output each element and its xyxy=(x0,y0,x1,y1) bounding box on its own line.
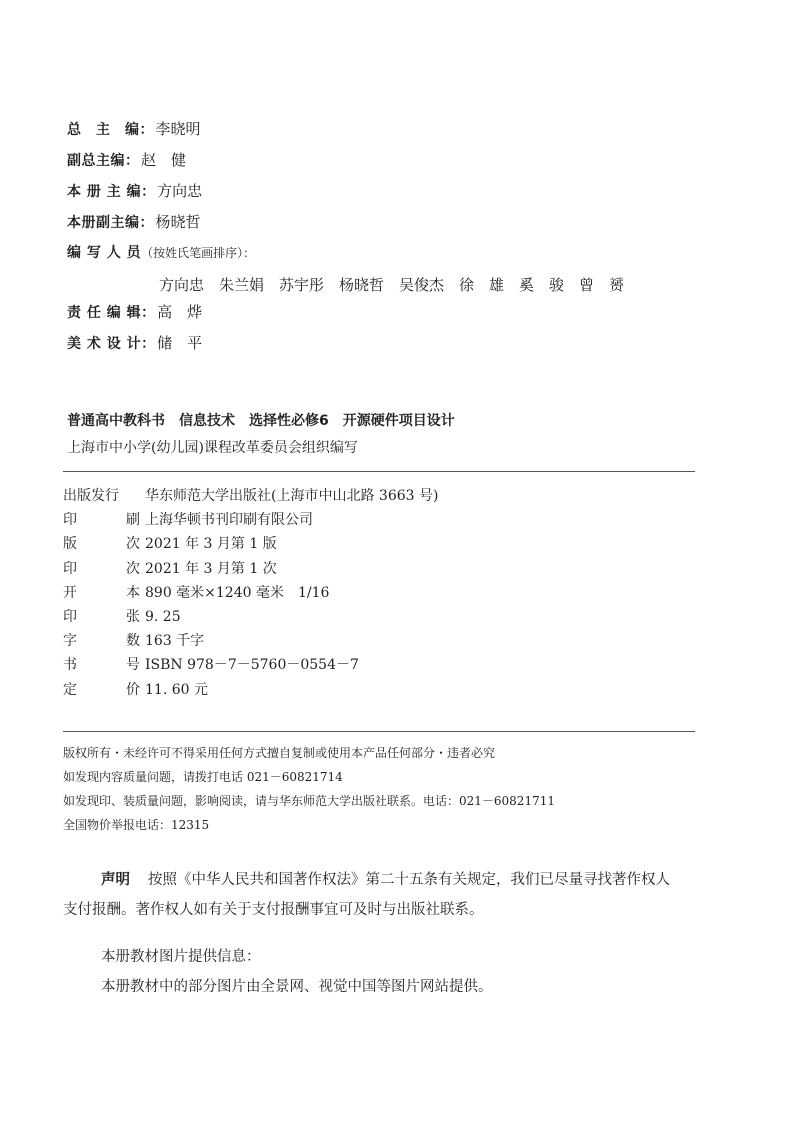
pub-row-sheets xyxy=(63,605,695,629)
credit-volume-editor xyxy=(67,180,747,211)
pub-key-text: 号 xyxy=(126,657,140,674)
divider xyxy=(63,731,695,732)
statement-label: 声明 xyxy=(101,872,130,888)
book-title: 普通高中教科书 信息技术 选择性必修6 开源硬件项目设计 xyxy=(67,413,455,429)
credit-separator: ： xyxy=(139,215,154,231)
statement-line xyxy=(63,865,723,895)
pub-value: 890 毫米×1240 毫米 1/16 xyxy=(145,584,330,601)
credit-value: 高 烨 xyxy=(157,303,203,321)
credit-value: 储 平 xyxy=(157,334,203,352)
pub-value: 11. 60 元 xyxy=(145,681,208,698)
credit-label: 编 写 人 员 xyxy=(67,245,142,261)
credit-separator: ： xyxy=(141,184,156,200)
credit-label: 责 任 编 辑 xyxy=(67,305,142,321)
pub-value: 2021 年 3 月第 1 版 xyxy=(145,536,277,553)
credit-separator: ： xyxy=(139,122,154,138)
print-issue-line: 如发现印、装质量问题，影响阅读，请与华东师范大学出版社联系。电话：021－60821711 xyxy=(63,794,555,808)
content-issue-line: 如发现内容质量问题，请拨打电话 021－60821714 xyxy=(63,770,343,784)
pub-key-text: 印 xyxy=(63,512,77,529)
pub-value: 华东师范大学出版社(上海市中山北路 3663 号) xyxy=(145,488,439,504)
credit-value: 方向忠 xyxy=(157,182,203,200)
pub-key-text: 印 xyxy=(63,608,77,625)
copyright-notes xyxy=(63,741,703,837)
pub-key-text: 定 xyxy=(63,681,77,698)
credit-value: 李晓明 xyxy=(155,120,201,138)
pub-key-text: 书 xyxy=(63,657,77,674)
copyright-line: 版权所有・未经许可不得采用任何方式擅自复制或使用本产品任何部分・违者必究 xyxy=(63,746,496,760)
credit-value: 赵 健 xyxy=(141,151,187,169)
pub-row-format xyxy=(63,581,695,605)
credit-value: 杨晓哲 xyxy=(155,213,201,231)
credit-label: 总 主 编 xyxy=(67,122,140,138)
image-credit-heading: 本册教材图片提供信息： xyxy=(101,949,261,965)
pub-key xyxy=(63,605,143,629)
credit-deputy-chief-editor xyxy=(67,149,747,180)
pub-key-text: 印 xyxy=(63,560,77,577)
pub-key xyxy=(63,678,143,702)
publication-table xyxy=(63,484,695,702)
pub-key-text: 次 xyxy=(126,536,140,553)
credit-label: 本册副主编 xyxy=(67,215,140,231)
pub-row-isbn xyxy=(63,653,695,677)
credit-separator: ： xyxy=(125,153,139,169)
credit-responsible-editor xyxy=(67,301,747,332)
pub-key-text: 刷 xyxy=(126,512,140,529)
credit-chief-editor xyxy=(67,118,747,149)
pub-value: 163 千字 xyxy=(145,633,205,650)
image-credit-text: 本册教材中的部分图片由全景网、视觉中国等图片网站提供。 xyxy=(101,979,493,995)
pub-key-text: 张 xyxy=(126,608,140,625)
pub-key-text: 开 xyxy=(63,584,77,601)
pub-value: 上海华顿书刊印刷有限公司 xyxy=(145,512,313,529)
credit-note: （按姓氏笔画排序）： xyxy=(141,246,256,260)
pub-key xyxy=(63,653,143,677)
pub-key xyxy=(63,508,143,532)
pub-key-text: 价 xyxy=(126,681,140,698)
pub-key-text: 出版发行 xyxy=(63,488,119,504)
book-info xyxy=(67,408,707,462)
credit-art-design xyxy=(67,332,747,363)
pub-key xyxy=(63,581,143,605)
pub-key xyxy=(63,532,143,556)
pub-key-text: 数 xyxy=(126,633,140,650)
statement xyxy=(63,865,723,925)
credit-label: 本 册 主 编 xyxy=(67,184,142,200)
pub-row-printing xyxy=(63,557,695,581)
price-report-line: 全国物价举报电话：12315 xyxy=(63,818,210,832)
pub-key-text: 版 xyxy=(63,536,77,553)
pub-row-publisher xyxy=(63,484,695,508)
pub-key-text: 次 xyxy=(126,560,140,577)
credit-label: 副总主编 xyxy=(67,153,125,169)
statement-line: 支付报酬。著作权人如有关于支付报酬事宜可及时与出版社联系。 xyxy=(63,902,484,918)
credit-volume-deputy-editor xyxy=(67,211,747,242)
divider xyxy=(63,471,695,472)
pub-value: ISBN 978－7－5760－0554－7 xyxy=(145,657,359,674)
pub-value: 9. 25 xyxy=(145,608,181,625)
pub-row-edition xyxy=(63,532,695,556)
credit-separator: ： xyxy=(141,336,156,352)
writer-names: 方向忠 朱兰娟 苏宇彤 杨晓哲 吴俊杰 徐 雄 奚 骏 曾 赟 xyxy=(159,276,625,294)
credit-separator: ： xyxy=(141,305,156,321)
pub-row-words xyxy=(63,629,695,653)
pub-key-text: 本 xyxy=(126,584,140,601)
pub-key-text: 字 xyxy=(63,633,77,650)
pub-row-price xyxy=(63,678,695,702)
pub-value: 2021 年 3 月第 1 次 xyxy=(145,560,277,577)
image-credit xyxy=(63,942,723,1002)
book-organizer: 上海市中小学(幼儿园)课程改革委员会组织编写 xyxy=(67,440,358,456)
pub-key xyxy=(63,484,143,508)
pub-key xyxy=(63,629,143,653)
pub-key xyxy=(63,557,143,581)
pub-row-printer xyxy=(63,508,695,532)
editorial-credits xyxy=(67,118,747,363)
credit-label: 美 术 设 计 xyxy=(67,336,142,352)
statement-text: 按照《中华人民共和国著作权法》第二十五条有关规定，我们已尽量寻找著作权人 xyxy=(148,872,670,888)
